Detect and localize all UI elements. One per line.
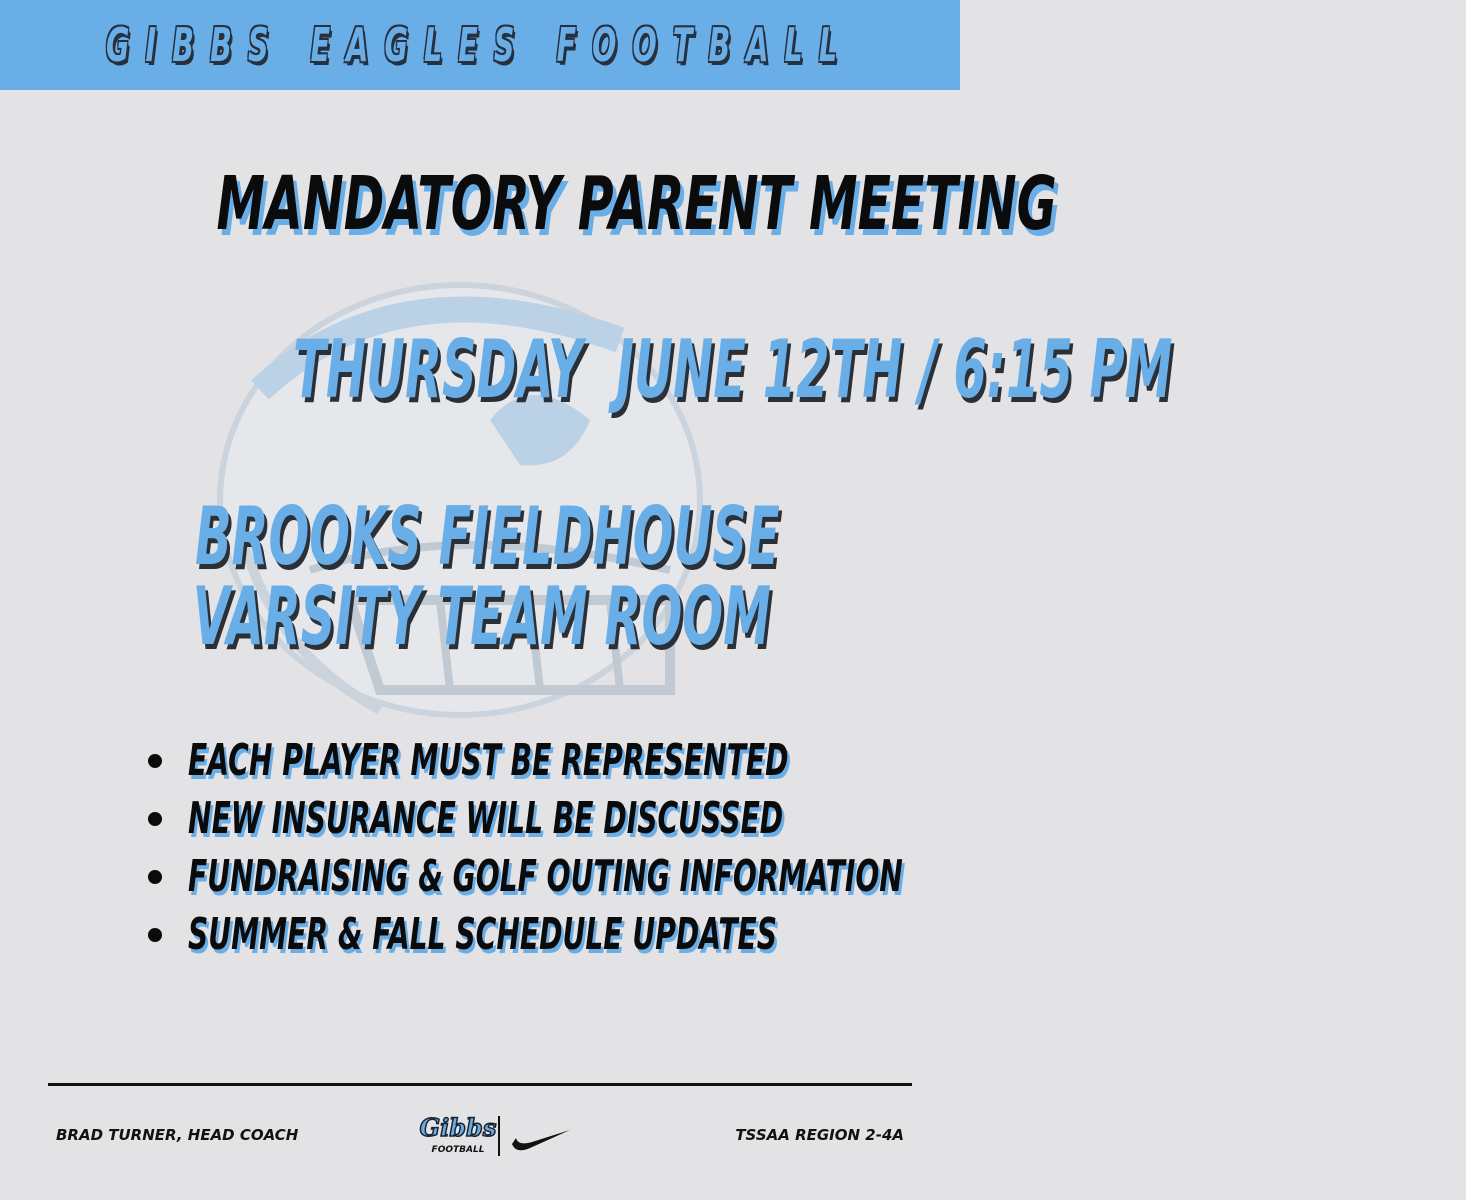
top-banner: [0, 0, 960, 90]
agenda-list: [140, 732, 920, 964]
head-coach-credit: BRAD TURNER, HEAD COACH: [56, 1126, 299, 1144]
location-line-1: BROOKS FIELDHOUSE: [194, 490, 780, 583]
meeting-location: [0, 490, 960, 663]
bullet-icon: [148, 870, 162, 884]
svg-text:FOOTBALL: FOOTBALL: [431, 1145, 485, 1155]
footer-divider: [48, 1083, 912, 1086]
svg-text:Gibbs: Gibbs: [419, 1113, 497, 1142]
bullet-icon: [148, 812, 162, 826]
list-item: SUMMER & FALL SCHEDULE UPDATES: [140, 906, 920, 964]
bullet-icon: [148, 754, 162, 768]
meeting-date-time-text: THURSDAY JUNE 12TH / 6:15 PM: [293, 323, 1173, 416]
bullet-icon: [148, 928, 162, 942]
footer-logos: [420, 1108, 580, 1168]
meeting-title: [0, 160, 1057, 248]
list-item: NEW INSURANCE WILL BE DISCUSSED: [140, 790, 920, 848]
banner-title: GIBBS EAGLES FOOTBALL: [106, 18, 854, 72]
meeting-date-time: [0, 322, 1173, 418]
location-line-2: VARSITY TEAM ROOM: [192, 570, 771, 663]
region-credit: TSSAA REGION 2-4A: [735, 1126, 904, 1144]
swoosh-logo-icon: [512, 1130, 570, 1150]
list-item: EACH PLAYER MUST BE REPRESENTED: [140, 732, 920, 790]
list-item: FUNDRAISING & GOLF OUTING INFORMATION: [140, 848, 920, 906]
meeting-title-text: MANDATORY PARENT MEETING: [216, 161, 1057, 247]
gibbs-football-logo-icon: [420, 1113, 497, 1155]
